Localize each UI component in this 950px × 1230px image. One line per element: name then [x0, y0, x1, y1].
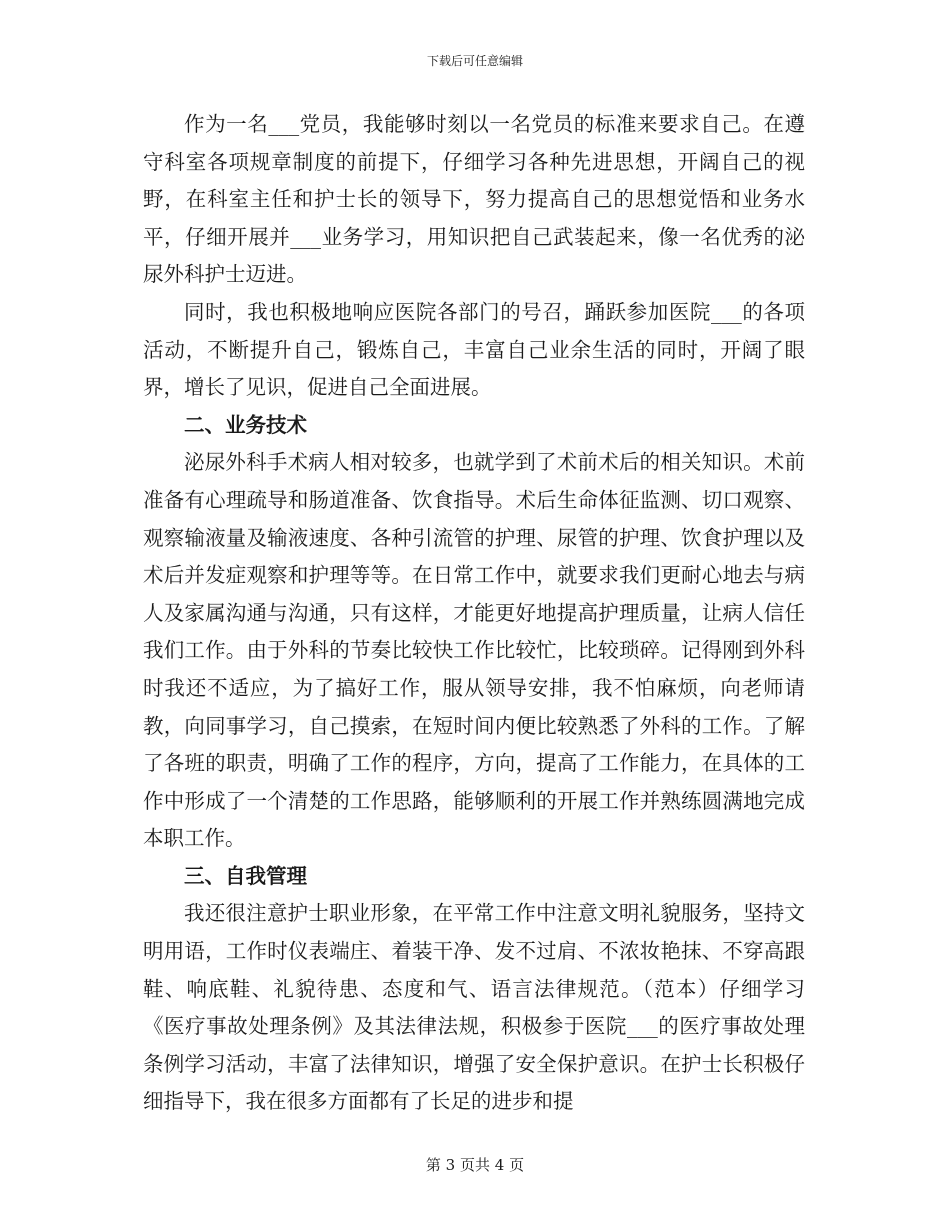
document-body: [143, 106, 805, 1121]
paragraph-party-member: 作为一名___党员，我能够时刻以一名党员的标准来要求自己。在遵守科室各项规章制度的前提下，仔细学习各种先进思想，开阔自己的视野，在科室主任和护士长的领导下，努力提高自己的思想觉悟和业务水平，仔细开展并___业务学习，用知识把自己武装起来，像一名优秀的泌尿外科护士迈进。: [143, 112, 805, 287]
section-heading-business-skills: 二、业务技术: [184, 412, 307, 437]
page-header: 下载后可任意编辑: [426, 54, 523, 68]
page-footer: 第 3 页共 4 页: [425, 1156, 525, 1174]
paragraph-self-management: 我还很注意护士职业形象，在平常工作中注意文明礼貌服务，坚持文明用语，工作时仪表端庄、着装干净、发不过肩、不浓妆艳抹、不穿高跟鞋、响底鞋、礼貌待患、态度和气、语言法律规范。（范本）仔细学习《医疗事故处理条例》及其法律法规，积极参于医院___的医疗事故处理条例学习活动，丰富了法律知识，增强了安全保护意识。在护士长积极仔细指导下，我在很多方面都有了长足的进步和提: [143, 901, 805, 1114]
section-heading-self-management: 三、自我管理: [184, 863, 307, 888]
paragraph-activities: 同时，我也积极地响应医院各部门的号召，踊跃参加医院___的各项活动，不断提升自己，锻炼自己，丰富自己业余生活的同时，开阔了眼界，增长了见识，促进自己全面进展。: [143, 299, 805, 400]
paragraph-business-skills: 泌尿外科手术病人相对较多，也就学到了术前术后的相关知识。术前准备有心理疏导和肠道准备、饮食指导。术后生命体征监测、切口观察、观察输液量及输液速度、各种引流管的护理、尿管的护理、饮食护理以及术后并发症观察和护理等等。在日常工作中，就要求我们更耐心地去与病人及家属沟通与沟通，只有这样，才能更好地提高护理质量，让病人信任我们工作。由于外科的节奏比较快工作比较忙，比较琐碎。记得刚到外科时我还不适应，为了搞好工作，服从领导安排，我不怕麻烦，向老师请教，向同事学习，自己摸索，在短时间内便比较熟悉了外科的工作。了解了各班的职责，明确了工作的程序，方向，提高了工作能力，在具体的工作中形成了一个清楚的工作思路，能够顺利的开展工作并熟练圆满地完成本职工作。: [143, 450, 805, 851]
